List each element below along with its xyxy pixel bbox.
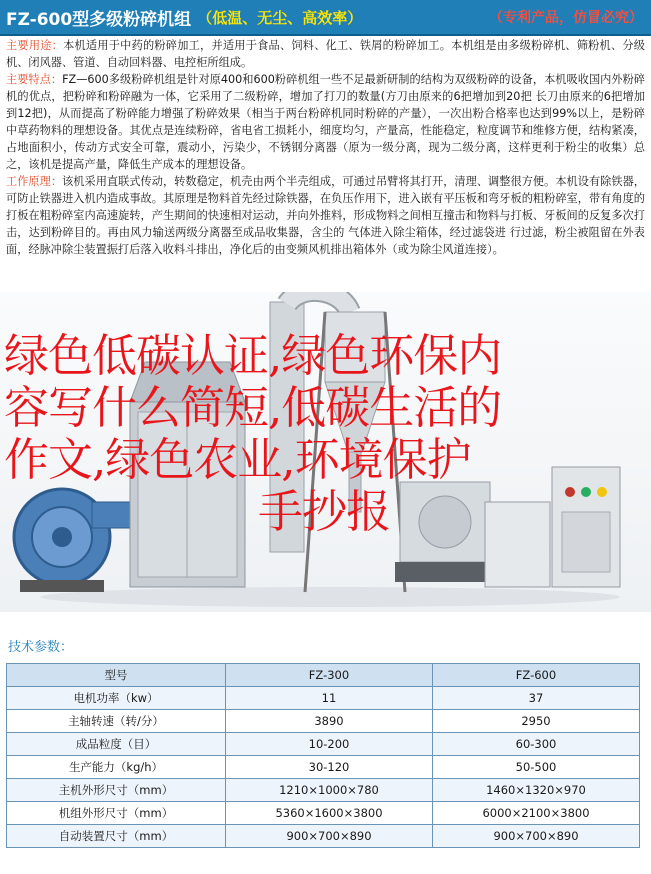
patent-badge: （专利产品，仿冒必究）: [489, 10, 643, 26]
headline-line: 作文,绿色农业,环境保护: [4, 433, 471, 486]
table-cell: 10-200: [226, 733, 433, 756]
section-text: FZ—600多级粉碎机组是针对原400和600粉碎机组一些不足最新研制的结构为双级粉碎的设备，本机吸收国内外粉碎机的优点，把粉碎和粉碎融为一体，它采用了二级粉碎，增加了打刀的数量(方刀由原来的6把增加到20把 长刀由原来的6把增加到12把)，从而提高了粉碎能力增强了粉碎效果（相当于两台粉碎机同时粉碎的产量），一次出粉合格率也达到99%以上，是粉碎中草药物料的理想设备。其优点是连续粉碎，省电省工损耗小，细度均匀，产量高，性能稳定，粒度调节和维修方便，结构紧凑，占地面积小，传动方式安全可靠，震动小，污染少，不锈钢分离器（原为一级分离，现为二级分离，这样更利于粉尘的收集）总之，该机是提高产量，降低生产成本的理想设备。: [6, 73, 645, 171]
table-cell: 5360×1600×3800: [226, 802, 433, 825]
table-cell: 机组外形尺寸（mm）: [7, 802, 226, 825]
table-cell: 60-300: [433, 733, 640, 756]
table-cell: 自动装置尺寸（mm）: [7, 825, 226, 848]
table-cell: 3890: [226, 710, 433, 733]
table-row: [7, 825, 640, 848]
table-cell: 900×700×890: [226, 825, 433, 848]
params-title: 技术参数：: [8, 640, 74, 655]
table-row: [7, 802, 640, 825]
section-text: 该机采用直联式传动，转数稳定，机壳由两个半壳组成，可通过吊臂将其打开，清理、调整很方便。本机设有除铁器，可防止铁器进入机内造成事故。其原理是物料首先经过除铁器，在负压作用下，进入嵌有平压板和弯牙板的粗粉碎室，带有角度的打板在粗粉碎室内高速旋转，产生期间的快速相对运动，并向外推料，形成物料之间相互撞击和物料与打板、牙板间的反复多次打击，达到粉碎目的。再由风力输送两级分离器至成品收集器，含尘的 气体进入除尘箱体，经过滤袋进 行过滤，粉尘被阻留在外表面，经脉冲除尘装置振打后落入收料斗排出，净化后的由变频风机排出箱体外（或为除尘风道连接）。: [6, 175, 645, 256]
table-row: [7, 710, 640, 733]
table-cell: 主轴转速（转/分）: [7, 710, 226, 733]
section-usage: [6, 37, 645, 71]
table-cell: 1210×1000×780: [226, 779, 433, 802]
spec-table: [6, 663, 640, 848]
table-cell: 6000×2100×3800: [433, 802, 640, 825]
overlay-headline: [0, 330, 651, 538]
headline-line: 容写什么简短,低碳生活的: [4, 381, 502, 434]
product-description: [6, 37, 645, 258]
section-label: 主要用途：: [6, 39, 64, 52]
header-cell: FZ-300: [226, 664, 433, 687]
table-cell: 成品粒度（目）: [7, 733, 226, 756]
table-row: [7, 733, 640, 756]
headline-line: 手抄报: [258, 485, 391, 538]
section-text: 本机适用于中药的粉碎加工，并适用于食品、饲料、化工、铁屑的粉碎加工。本机组是由多级粉碎机、筛粉机、分级机、闭风器、管道、自动回料器、电控柜所组成。: [6, 39, 645, 69]
product-title: FZ-600型多级粉碎机组: [6, 9, 192, 30]
table-row: [7, 779, 640, 802]
table-cell: 主机外形尺寸（mm）: [7, 779, 226, 802]
product-slogan: （低温、无尘、高效率）: [197, 8, 363, 27]
header-cell: 型号: [7, 664, 226, 687]
table-cell: 2950: [433, 710, 640, 733]
table-header-row: [7, 664, 640, 687]
table-cell: 1460×1320×970: [433, 779, 640, 802]
section-features: [6, 71, 645, 173]
header-bar: [0, 0, 651, 36]
table-cell: 50-500: [433, 756, 640, 779]
table-cell: 11: [226, 687, 433, 710]
table-cell: 生产能力（kg/h）: [7, 756, 226, 779]
table-cell: 电机功率（kw）: [7, 687, 226, 710]
table-cell: 30-120: [226, 756, 433, 779]
section-principle: [6, 173, 645, 258]
section-label: 主要特点：: [6, 73, 63, 86]
table-cell: 900×700×890: [433, 825, 640, 848]
table-row: [7, 687, 640, 710]
header-cell: FZ-600: [433, 664, 640, 687]
headline-line: 绿色低碳认证,绿色环保内: [4, 329, 502, 382]
table-row: [7, 756, 640, 779]
section-label: 工作原理：: [6, 175, 63, 188]
table-cell: 37: [433, 687, 640, 710]
